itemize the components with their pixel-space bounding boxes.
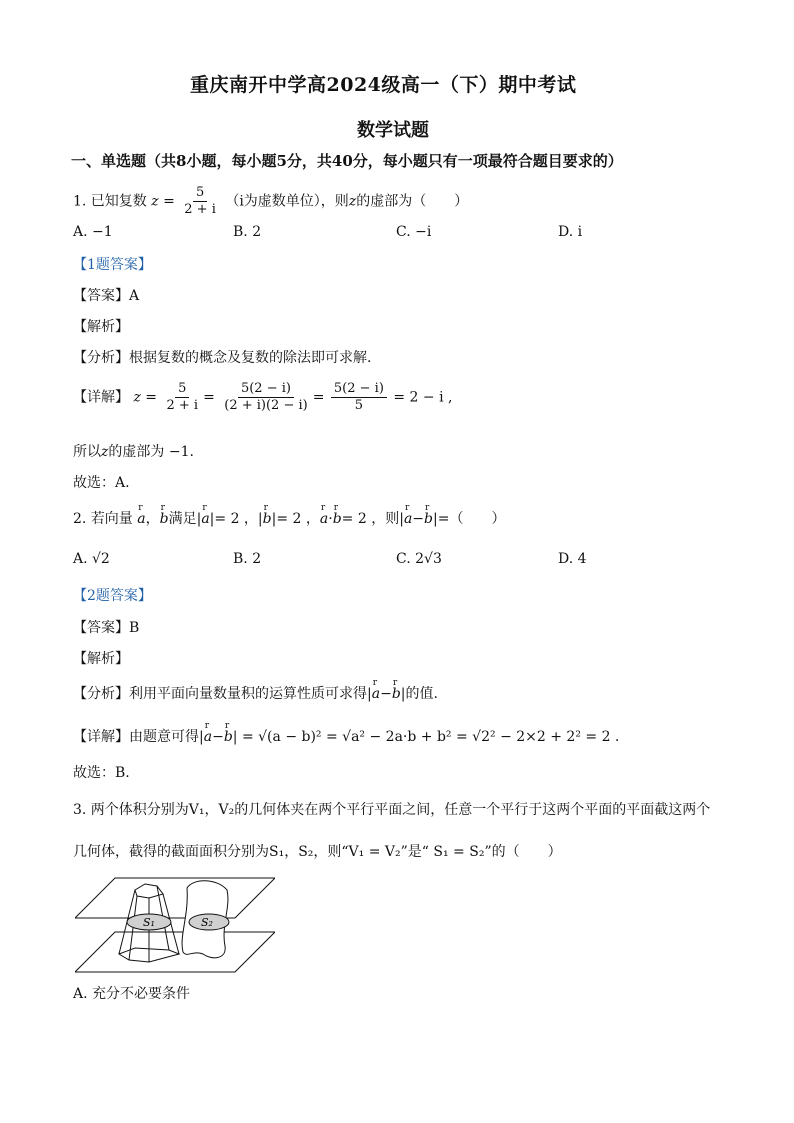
q2-option-a: A. √2 <box>73 551 110 567</box>
q3-line1: 3. 两个体积分别为V₁，V₂的几何体夹在两个平行平面之间，任意一个平行于这两个平面的平面截这两个 <box>73 802 711 818</box>
q1-conclusion: 所以z的虚部为 −1. <box>73 444 194 460</box>
q1-analysis-tag: 【解析】 <box>73 319 129 335</box>
q1-answer: 【答案】A <box>73 288 140 304</box>
q2-option-c: C. 2√3 <box>396 551 442 567</box>
page-title: 重庆南开中学高2024级高一（下）期中考试 <box>190 74 577 96</box>
section-heading: 一、单选题（共8小题，每小题5分，共40分，每小题只有一项最符合题目要求的） <box>71 152 623 170</box>
page-subtitle: 数学试题 <box>357 120 429 141</box>
q2-analysis: 【分析】利用平面向量数量积的运算性质可求得|r a−r b|的值. <box>73 684 438 704</box>
q2-option-b: B. 2 <box>233 551 262 567</box>
q1-final: 故选：A. <box>73 475 130 491</box>
q2-final: 故选：B. <box>73 765 130 781</box>
top-plane <box>75 878 275 918</box>
label-s2: S₂ <box>201 916 213 929</box>
q2-answer-tag: 【2题答案】 <box>73 588 152 604</box>
q3-figure <box>75 876 275 974</box>
label-s1: S₁ <box>143 916 155 929</box>
q1-detail: 【详解】 z = $\frac{5}{2 + i}$ = $\frac{5(2 - i)}{(2 + i)(2 - i)}$ = $\frac{5(2 - i)}{5}$ = 2 − i , <box>73 381 453 413</box>
q2-detail: 【详解】由题意可得|r a−r b| = √(a − b)² = √a² − 2a·b + b² = √2² − 2×2 + 2² = 2 . <box>73 727 619 747</box>
q2-stem: 2. 若向量 r a，r b满足|r a|= 2 ，|r b|= 2 ，r a·r b= 2 ，则|r a−r b|=（ ） <box>73 509 505 529</box>
q1-stem: 1. 已知复数 z = $\frac{5}{2 + i}$ （i为虚数单位），则z的虚部为（ ） <box>73 185 469 217</box>
q1-option-b: B. 2 <box>233 224 262 240</box>
q1-option-d: D. i <box>558 224 583 240</box>
q1-analysis: 【分析】根据复数的概念及复数的除法即可求解. <box>73 350 372 366</box>
q3-option-a: A. 充分不必要条件 <box>73 986 191 1002</box>
q2-option-d: D. 4 <box>558 551 587 567</box>
q1-fraction: $\frac{5}{2 + i}$ <box>184 185 216 217</box>
q2-analysis-tag: 【解析】 <box>73 651 129 667</box>
q1-answer-tag: 【1题答案】 <box>73 257 152 273</box>
q3-line2: 几何体，截得的截面面积分别为S₁，S₂，则“V₁ = V₂”是“ S₁ = S₂”的（ ） <box>73 844 562 860</box>
q1-option-c: C. −i <box>396 224 432 240</box>
q2-answer: 【答案】B <box>73 620 140 636</box>
q1-option-a: A. −1 <box>73 224 113 240</box>
